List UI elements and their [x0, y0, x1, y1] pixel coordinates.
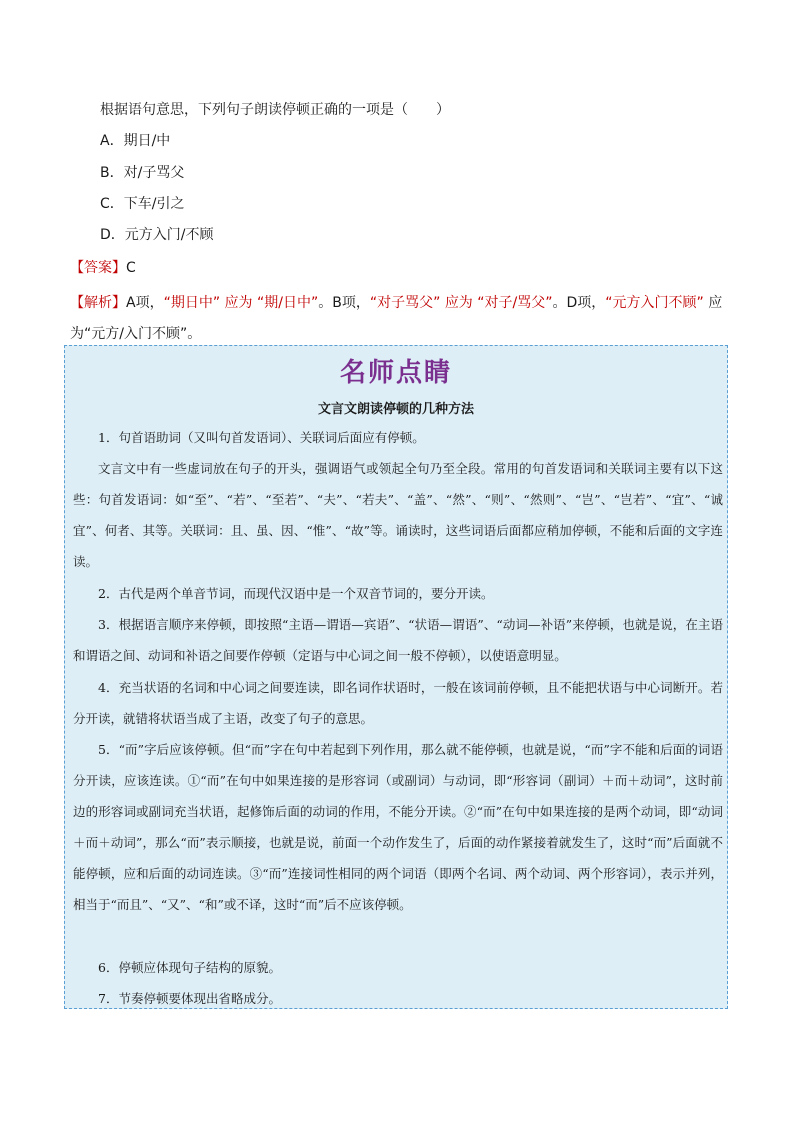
explanation-end: 。 — [187, 326, 202, 342]
option-c: C．下车/引之 — [100, 196, 185, 212]
answer-value: C — [126, 260, 136, 276]
question-stem: 根据语句意思，下列句子朗读停顿正确的一项是（ ） — [100, 102, 450, 118]
tips-paragraph-4: 3．根据语言顺序来停顿，即按照“主语—谓语—宾语”、“状语—谓语”、“动词—补语”来停顿，也就是说，在主语和谓语之间、动词和补语之间要作停顿（定语与中心词之间一般不停顿），以使语意明显。 — [73, 617, 723, 663]
tips-paragraph-7: 6．停顿应体现句子结构的原貌。 — [98, 960, 281, 975]
explanation-mid-1: 应为 — [224, 295, 253, 311]
explanation-quote-2: “对子骂父” — [369, 295, 441, 311]
tips-paragraph-8: 7．节奏停顿要体现出省略成分。 — [98, 991, 281, 1006]
explanation-mid-3: 应为 — [70, 295, 723, 342]
tips-paragraph-5: 4．充当状语的名词和中心词之间要连读，即名词作状语时，一般在该词前停顿，且不能把状语与中心词断开。若分开读，就错将状语当成了主语，改变了句子的意思。 — [73, 680, 723, 726]
explanation-mid-2: 应为 — [444, 295, 473, 311]
explanation-answer-2: “对子/骂父” — [477, 295, 553, 311]
explanation-text-1: A项， — [126, 295, 164, 311]
tips-paragraph-3: 2．古代是两个单音节词，而现代汉语中是一个双音节词的，要分开读。 — [98, 586, 494, 601]
tips-paragraph-1: 1．句首语助词（又叫句首发语词）、关联词后面应有停顿。 — [98, 430, 425, 445]
explanation-text-3: 。D项， — [552, 295, 606, 311]
option-b: B．对/子骂父 — [100, 165, 185, 181]
tips-subtitle: 文言文朗读停顿的几种方法 — [317, 402, 474, 417]
answer-label: 【答案】 — [70, 260, 126, 276]
explanation-quote-1: “期日中” — [163, 295, 221, 311]
option-a: A．期日/中 — [100, 133, 171, 149]
tips-title: 名师点睛 — [339, 358, 452, 388]
tips-paragraph-2: 文言文中有一些虚词放在句子的开头，强调语气或领起全句乃至全段。常用的句首发语词和关联词主要有以下这些：句首发语词：如“至”、“若”、“至若”、“夫”、“若夫”、“盖”、“然”、“则”、“然则”、“岂”、“岂若”、“宜”、“诚宜”、何者、其等。关联词：且、虽、因、“惟”、“故”等。诵读时，这些词语后面都应稍加停顿，不能和后面的文字连读。 — [73, 461, 723, 569]
explanation-quote-3: “元方入门不顾” — [605, 295, 704, 311]
explanation-label: 【解析】 — [70, 295, 126, 311]
tips-box — [64, 345, 728, 1009]
option-d: D．元方入门/不顾 — [100, 227, 214, 243]
answer-line — [70, 258, 136, 278]
explanation-answer-3: “元方/入门不顾” — [84, 326, 188, 342]
tips-paragraph-6: 5．“而”字后应该停顿。但“而”字在句中若起到下列作用，那么就不能停顿，也就是说，“而”字不能和后面的词语分开读，应该连读。①“而”在句中如果连接的是形容词（或副词）与动词，即“形容词（副词）＋而＋动词”，这时前边的形容词或副词充当状语，起修饰后面的动词的作用，不能分开读。②“而”在句中如果连接的是两个动词，即“动词＋而＋动词”，那么“而”表示顺接，也就是说，前面一个动作发生了，后面的动作紧接着就发生了，这时“而”后面就不能停顿，应和后面的动词连读。③“而”连接词性相同的两个词语（即两个名词、两个动词、两个形容词），表示并列，相当于“而且”、“又”、“和”或不译，这时“而”后不应该停顿。 — [73, 742, 723, 912]
explanation-answer-1: “期/日中” — [257, 295, 319, 311]
explanation-text-2: 。B项， — [318, 295, 370, 311]
explanation — [70, 288, 730, 350]
